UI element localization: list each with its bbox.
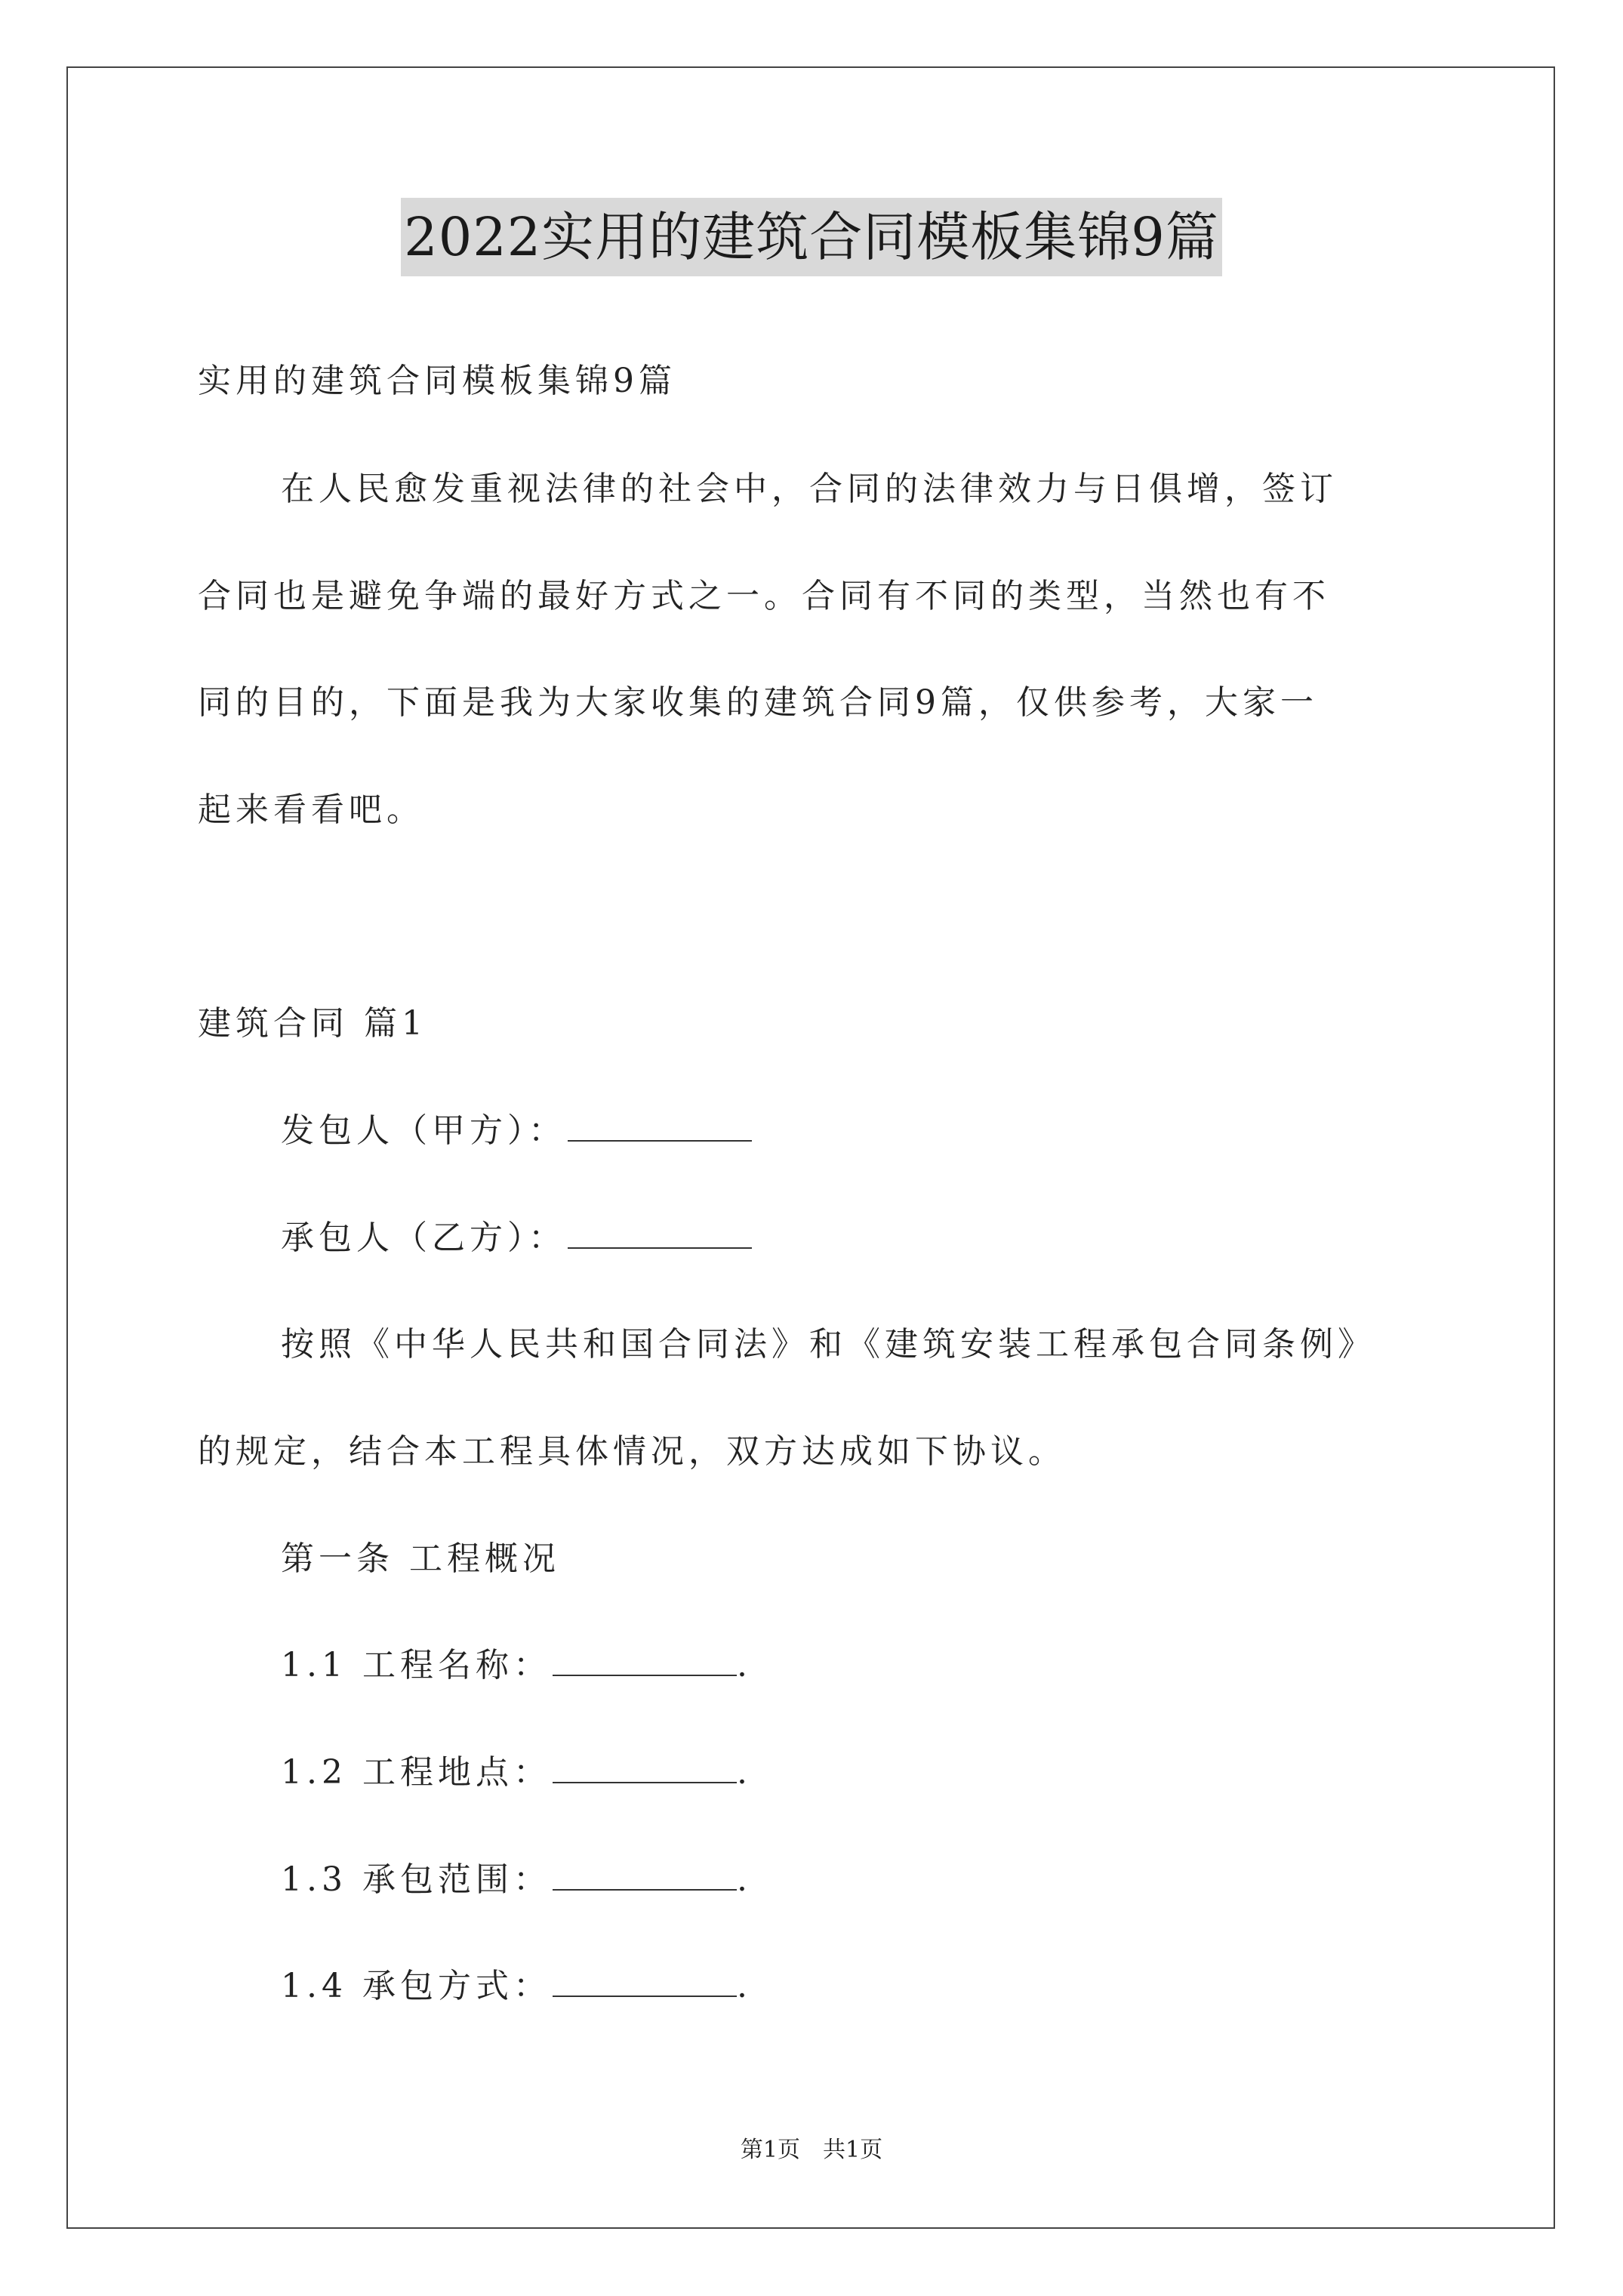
item-suffix: . [736,1860,752,1899]
party-b-line [281,1216,752,1261]
item-label: 1.3 承包范围： [281,1860,551,1899]
document-title: 2022实用的建筑合同模板集锦9篇 [401,198,1222,276]
item-row [281,1750,752,1795]
intro-line-1: 在人民愈发重视法律的社会中，合同的法律效力与日俱增，签订 [281,470,1338,508]
article-heading: 第一条 工程概况 [281,1539,560,1578]
title-wrapper [0,198,1623,276]
party-b-blank [568,1219,752,1249]
document-subtitle: 实用的建筑合同模板集锦9篇 [198,362,676,400]
item-label: 1.1 工程名称： [281,1646,551,1684]
intro-line-2: 合同也是避免争端的最好方式之一。合同有不同的类型，当然也有不 [198,577,1330,615]
clause-line-2: 的规定，结合本工程具体情况，双方达成如下协议。 [198,1432,1066,1471]
page-footer: 第1页 共1页 [740,2137,883,2163]
item-blank [553,1860,737,1891]
item-suffix: . [736,1646,752,1684]
item-blank [553,1967,737,1997]
item-blank [553,1646,737,1676]
party-a-line [281,1108,752,1154]
section-heading: 建筑合同 篇1 [198,1004,427,1043]
item-label: 1.4 承包方式： [281,1967,551,2005]
item-row [281,1643,752,1688]
clause-line-1: 按照《中华人民共和国合同法》和《建筑安装工程承包合同条例》 [281,1325,1375,1364]
intro-line-4: 起来看看吧。 [198,791,424,829]
item-blank [553,1753,737,1783]
party-a-label: 发包人（甲方）： [281,1111,566,1150]
party-b-label: 承包人（乙方）： [281,1219,566,1257]
item-row [281,1964,752,2009]
item-label: 1.2 工程地点： [281,1753,551,1792]
item-suffix: . [736,1967,752,2005]
item-suffix: . [736,1753,752,1792]
intro-line-3: 同的目的，下面是我为大家收集的建筑合同9篇，仅供参考，大家一 [198,683,1318,722]
party-a-blank [568,1111,752,1142]
item-row [281,1857,752,1903]
